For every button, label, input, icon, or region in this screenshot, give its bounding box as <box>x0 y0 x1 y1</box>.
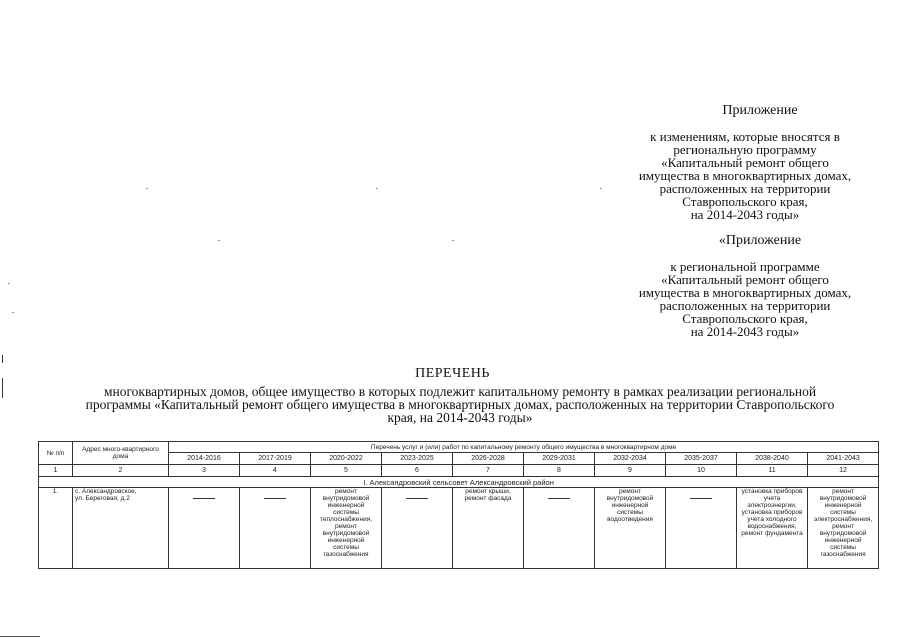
work-line: электроэнергии, <box>747 502 797 509</box>
work-line: учета холодного <box>747 516 797 523</box>
work-line: ремонт фундамента <box>741 530 803 537</box>
row-number: 1. <box>39 488 73 569</box>
scan-mark <box>2 355 3 363</box>
scan-dot <box>376 188 378 189</box>
work-line: ремонт <box>832 523 854 530</box>
column-number: 10 <box>666 465 737 477</box>
column-number: 7 <box>453 465 524 477</box>
dash-placeholder <box>406 498 428 499</box>
work-line: инженерной <box>611 502 649 509</box>
work-line: установка приборов <box>741 488 803 495</box>
address-line: ул. Береговая, д.2 <box>75 495 130 502</box>
work-line: водоснабжения, <box>747 523 797 530</box>
table-row <box>39 488 879 569</box>
cell-empty <box>524 488 595 569</box>
work-line: ремонт <box>335 523 357 530</box>
dash-placeholder <box>193 498 215 499</box>
cell-works <box>737 488 808 569</box>
work-line: ремонт крыши, <box>465 488 511 495</box>
header-year: 2023-2025 <box>382 453 453 465</box>
subtitle-line: многоквартирных домов, общее имущество в которых подлежит капитальному ремонту в рамках реализации региональной <box>103 384 817 399</box>
cell-works <box>595 488 666 569</box>
work-line: ремонт <box>619 488 641 495</box>
column-number: 2 <box>73 465 169 477</box>
work-line: внутридомовой <box>819 530 867 537</box>
cell-works <box>311 488 382 569</box>
header-address: Адрес много-квартирного дома <box>73 442 169 465</box>
appendix-2-line: имущества в многоквартирных домах, <box>638 285 852 300</box>
work-line: внутридомовой <box>606 495 654 502</box>
work-line: электроснабжения, <box>813 516 873 523</box>
work-line: инженерной <box>327 502 365 509</box>
section-header: I. Александровский сельсовет Александровский район <box>39 477 879 488</box>
column-number: 4 <box>240 465 311 477</box>
appendix-1-line: региональную программу <box>673 142 817 157</box>
work-line: инженерной <box>824 502 862 509</box>
column-number: 5 <box>311 465 382 477</box>
work-line: водоотведения <box>607 516 653 523</box>
work-line: теплоснабжения, <box>319 516 373 523</box>
work-line: системы <box>830 509 856 516</box>
subtitle-line: края, на 2014-2043 годы» <box>387 410 533 425</box>
work-line: инженерной <box>327 537 365 544</box>
header-year: 2032-2034 <box>595 453 666 465</box>
work-line: внутридомовой <box>322 495 370 502</box>
work-line: инженерной <box>824 537 862 544</box>
work-line: внутридомовой <box>322 530 370 537</box>
appendix-2-line: к региональной программе <box>670 259 820 274</box>
cell-empty <box>169 488 240 569</box>
appendix-2-line: Ставропольского края, <box>682 311 808 326</box>
work-line: учета <box>763 495 781 502</box>
appendix-2-line: «Капитальный ремонт общего <box>661 272 829 287</box>
appendix-1-line: на 2014-2043 годы» <box>690 207 800 222</box>
cell-works <box>453 488 524 569</box>
appendix-1-line: к изменениям, которые вносятся в <box>650 129 840 144</box>
appendix-1-text <box>610 130 880 221</box>
work-line: ремонт фасада <box>464 495 512 502</box>
appendix-2-text <box>610 260 880 338</box>
column-number: 9 <box>595 465 666 477</box>
appendix-1-line: расположенных на территории <box>659 181 831 196</box>
scan-dot <box>452 240 454 241</box>
subtitle-line: программы «Капитальный ремонт общего имущества в многоквартирных домах, расположенных на территории Ставропольского <box>85 397 835 412</box>
header-year: 2035-2037 <box>666 453 737 465</box>
document-title: ПЕРЕЧЕНЬ <box>415 366 490 381</box>
work-line: системы <box>617 509 643 516</box>
scan-dot <box>218 240 220 241</box>
scan-dot <box>12 312 14 313</box>
work-line: газоснабжения <box>323 551 369 558</box>
work-line: ремонт <box>832 488 854 495</box>
appendix-1-line: «Капитальный ремонт общего <box>661 155 829 170</box>
scan-dot <box>8 283 10 284</box>
cell-empty <box>240 488 311 569</box>
work-line: установка приборов <box>741 509 803 516</box>
scan-mark <box>0 636 40 637</box>
work-line: системы <box>333 509 359 516</box>
address-line: с. Александровское, <box>75 488 137 495</box>
column-number: 3 <box>169 465 240 477</box>
scan-dot <box>146 188 148 189</box>
dash-placeholder <box>690 498 712 499</box>
cell-empty <box>666 488 737 569</box>
header-year: 2041-2043 <box>808 453 879 465</box>
work-line: системы <box>830 544 856 551</box>
column-number: 1 <box>39 465 73 477</box>
column-number: 8 <box>524 465 595 477</box>
row-address <box>73 488 169 569</box>
header-year: 2017-2019 <box>240 453 311 465</box>
column-number: 11 <box>737 465 808 477</box>
appendix-2-line: расположенных на территории <box>659 298 831 313</box>
header-year: 2026-2028 <box>453 453 524 465</box>
header-year: 2038-2040 <box>737 453 808 465</box>
work-line: газоснабжения <box>820 551 866 558</box>
appendix-1-line: имущества в многоквартирных домах, <box>638 168 852 183</box>
header-number: № п/п <box>39 442 73 465</box>
appendix-2-title: «Приложение <box>718 233 802 248</box>
header-services: Перечень услуг и (или) работ по капитальному ремонту общего имущества в многоквартирном доме <box>169 442 879 453</box>
appendix-2-line: на 2014-2043 годы» <box>690 324 800 339</box>
column-number: 12 <box>808 465 879 477</box>
appendix-1-title: Приложение <box>722 103 798 118</box>
dash-placeholder <box>264 498 286 499</box>
work-line: ремонт <box>335 488 357 495</box>
scan-mark <box>2 378 3 398</box>
document-subtitle <box>30 385 890 424</box>
work-line: системы <box>333 544 359 551</box>
dash-placeholder <box>548 498 570 499</box>
header-year: 2029-2031 <box>524 453 595 465</box>
work-line: внутридомовой <box>819 495 867 502</box>
scan-dot <box>600 188 602 189</box>
cell-works <box>808 488 879 569</box>
column-number: 6 <box>382 465 453 477</box>
cell-empty <box>382 488 453 569</box>
appendix-1-line: Ставропольского края, <box>682 194 808 209</box>
header-year: 2020-2022 <box>311 453 382 465</box>
header-year: 2014-2016 <box>169 453 240 465</box>
repair-schedule-table <box>38 441 879 569</box>
